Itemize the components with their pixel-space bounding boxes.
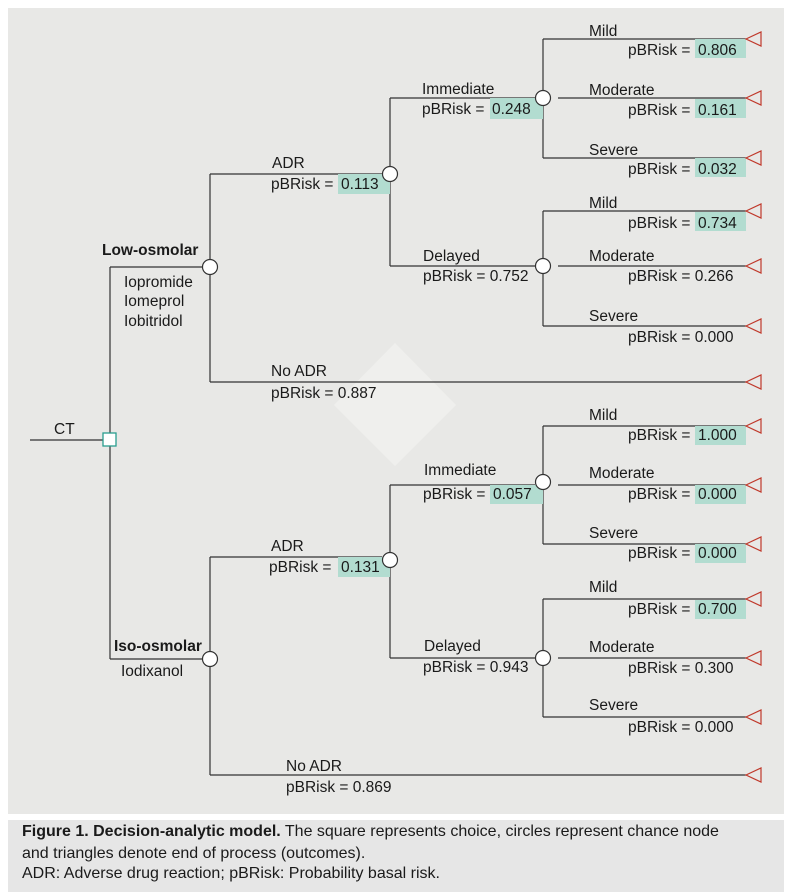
low-del-severe-risk: pBRisk = 0.000: [628, 329, 734, 346]
low-del-risk: pBRisk = 0.752: [423, 268, 529, 285]
iso-imm-mild-prefix: pBRisk =: [628, 427, 691, 444]
low-imm-severe-label: Severe: [589, 142, 639, 159]
terminal-triangle-icon: [746, 478, 761, 492]
iso-del-severe-risk: pBRisk = 0.000: [628, 719, 734, 736]
low-agent: Iobitridol: [124, 313, 183, 330]
caption-text: The square represents choice, circles represent chance node: [280, 823, 719, 840]
iso-del-moderate-label: Moderate: [589, 639, 655, 656]
terminal-triangle-icon: [746, 419, 761, 433]
iso-del-severe-label: Severe: [589, 697, 639, 714]
terminal-triangle-icon: [746, 375, 761, 389]
low-del-mild-prefix: pBRisk =: [628, 215, 691, 232]
diagram-panel: [8, 8, 784, 814]
iso-imm-moderate-risk: 0.000: [698, 486, 737, 503]
iso-delayed-chance-circle-icon: [536, 651, 551, 666]
caption-line-3: ADR: Adverse drug reaction; pBRisk: Probability basal risk.: [22, 865, 440, 882]
terminal-triangle-icon: [746, 91, 761, 105]
caption-title: Figure 1. Decision-analytic model.: [22, 823, 281, 840]
iso-del-moderate-risk: pBRisk = 0.300: [628, 660, 734, 677]
caption-line-1: [22, 823, 719, 841]
low-del-moderate-label: Moderate: [589, 248, 655, 265]
iso-del-mild-label: Mild: [589, 579, 618, 596]
terminal-triangle-icon: [746, 151, 761, 165]
iso-adr-risk: 0.131: [341, 559, 380, 576]
terminal-triangle-icon: [746, 768, 761, 782]
terminal-triangle-icon: [746, 319, 761, 333]
iso-del-mild-prefix: pBRisk =: [628, 601, 691, 618]
low-noadr-risk: pBRisk = 0.887: [271, 385, 377, 402]
terminal-triangle-icon: [746, 592, 761, 606]
terminal-nodes: [746, 32, 761, 782]
low-osmolar-name: Low-osmolar: [102, 242, 199, 259]
iso-imm-severe-label: Severe: [589, 525, 639, 542]
figure-caption: [8, 820, 784, 892]
low-del-mild-label: Mild: [589, 195, 618, 212]
iso-immediate-chance-circle-icon: [536, 475, 551, 490]
iso-imm-mild-label: Mild: [589, 407, 618, 424]
low-adr-label: ADR: [272, 155, 305, 172]
iso-del-risk: pBRisk = 0.943: [423, 659, 529, 676]
terminal-triangle-icon: [746, 259, 761, 273]
iso-imm-label: Immediate: [424, 462, 497, 479]
low-imm-risk: 0.248: [492, 101, 531, 118]
iso-imm-severe-prefix: pBRisk =: [628, 545, 691, 562]
decision-node-square-icon: [103, 433, 116, 446]
iso-noadr-risk: pBRisk = 0.869: [286, 779, 392, 796]
iso-osmolar-chance-circle-icon: [203, 652, 218, 667]
root-label: CT: [54, 421, 75, 438]
low-del-mild-risk: 0.734: [698, 215, 737, 232]
low-immediate-chance-circle-icon: [536, 91, 551, 106]
iso-imm-risk: 0.057: [493, 486, 532, 503]
terminal-triangle-icon: [746, 32, 761, 46]
low-imm-risk-prefix: pBRisk =: [422, 101, 485, 118]
low-agent: Iomeprol: [124, 293, 185, 310]
iso-del-mild-risk: 0.700: [698, 601, 737, 618]
iso-imm-mild-risk: 1.000: [698, 427, 737, 444]
terminal-triangle-icon: [746, 651, 761, 665]
caption-line-2: and triangles denote end of process (outcomes).: [22, 845, 366, 862]
iso-del-label: Delayed: [424, 638, 481, 655]
low-imm-severe-prefix: pBRisk =: [628, 161, 691, 178]
iso-osmolar-name: Iso-osmolar: [114, 638, 202, 655]
iso-imm-moderate-prefix: pBRisk =: [628, 486, 691, 503]
low-imm-mild-label: Mild: [589, 23, 618, 40]
iso-imm-moderate-label: Moderate: [589, 465, 655, 482]
iso-adr-label: ADR: [271, 538, 304, 555]
low-adr-risk: 0.113: [341, 176, 379, 193]
decision-tree: [8, 8, 784, 814]
low-adr-chance-circle-icon: [383, 167, 398, 182]
low-del-severe-label: Severe: [589, 308, 639, 325]
iso-adr-risk-prefix: pBRisk =: [269, 559, 332, 576]
watermark-diamond: [334, 343, 456, 466]
iso-imm-severe-risk: 0.000: [698, 545, 737, 562]
low-imm-severe-risk: 0.032: [698, 161, 737, 178]
low-agent: Iopromide: [124, 274, 193, 291]
iso-adr-chance-circle-icon: [383, 553, 398, 568]
iso-agent: Iodixanol: [121, 663, 184, 680]
low-imm-moderate-prefix: pBRisk =: [628, 102, 691, 119]
low-delayed-chance-circle-icon: [536, 259, 551, 274]
low-imm-mild-risk: 0.806: [698, 42, 737, 59]
low-del-label: Delayed: [423, 248, 480, 265]
terminal-triangle-icon: [746, 204, 761, 218]
iso-noadr-label: No ADR: [286, 758, 342, 775]
terminal-triangle-icon: [746, 537, 761, 551]
terminal-triangle-icon: [746, 710, 761, 724]
low-osmolar-chance-circle-icon: [203, 260, 218, 275]
low-imm-moderate-label: Moderate: [589, 82, 655, 99]
low-del-moderate-risk: pBRisk = 0.266: [628, 268, 734, 285]
low-imm-mild-prefix: pBRisk =: [628, 42, 691, 59]
low-adr-risk-prefix: pBRisk =: [271, 176, 334, 193]
iso-imm-risk-prefix: pBRisk =: [423, 486, 486, 503]
low-imm-moderate-risk: 0.161: [698, 102, 737, 119]
low-imm-label: Immediate: [422, 81, 495, 98]
low-noadr-label: No ADR: [271, 363, 327, 380]
